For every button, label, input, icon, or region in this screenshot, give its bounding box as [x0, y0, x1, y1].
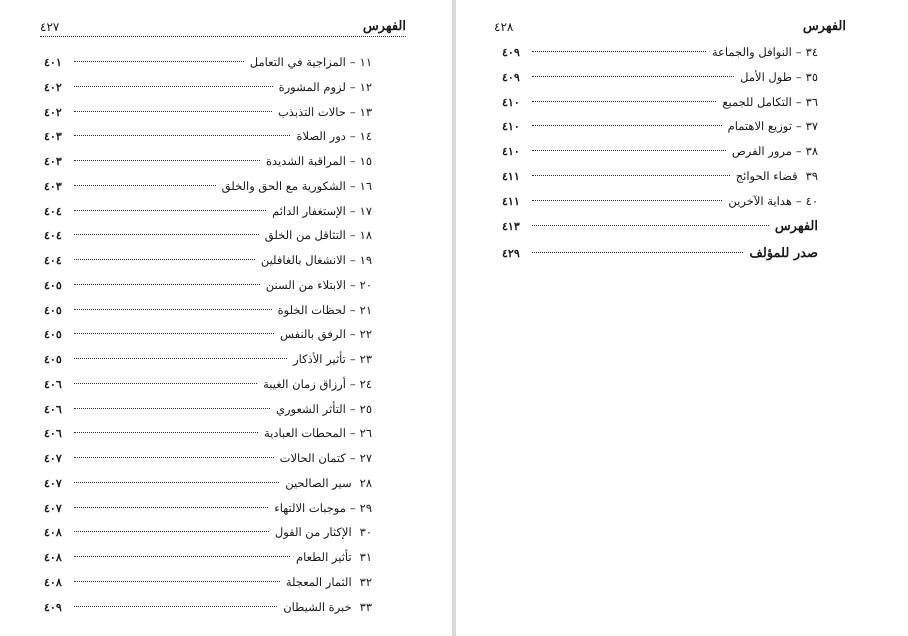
dot-leader — [74, 234, 259, 235]
toc-entry-page: ٤١١ — [502, 169, 520, 183]
toc-entry-number: ٣٣ — [359, 599, 372, 614]
toc-entry-separator: – — [795, 119, 802, 134]
toc-entry-page: ٤٠٤ — [44, 229, 62, 243]
toc-entry-number: ٣٩ — [805, 168, 818, 183]
toc-entry-number: ١٤ — [359, 129, 372, 144]
toc-entry — [44, 421, 372, 446]
toc-entry-title: طول الأمل — [740, 69, 792, 84]
toc-entry-number: ٣٧ — [805, 119, 818, 134]
toc-entry-number: ٣٢ — [359, 574, 372, 589]
toc-entry-separator: – — [349, 253, 356, 267]
toc-entry-page: ٤٠٦ — [44, 427, 62, 441]
toc-entry — [502, 240, 818, 267]
toc-entry-number: ١٣ — [359, 104, 372, 119]
toc-entry-separator: – — [349, 327, 356, 342]
dot-leader — [74, 507, 268, 508]
toc-entry-number: ٢١ — [359, 302, 372, 317]
toc-entry-title: سير الصالحين — [285, 475, 352, 490]
toc-entry-title: التأثر الشعوري — [276, 401, 346, 416]
toc-entry-separator: – — [349, 129, 356, 144]
toc-entry-page: ٤٠٨ — [44, 575, 62, 589]
page-header-title: الفهرس — [802, 19, 846, 34]
toc-entry — [502, 139, 818, 164]
dot-leader — [532, 175, 730, 176]
toc-entry-title: المزاجية في التعامل — [249, 55, 346, 69]
toc-entry-number: ٢٠ — [359, 277, 372, 292]
dot-leader — [74, 135, 290, 136]
dot-leader — [74, 86, 273, 87]
dot-leader — [74, 383, 257, 384]
toc-entry-number: ٣٥ — [805, 69, 818, 84]
dot-leader — [532, 101, 716, 102]
left-page — [0, 0, 452, 636]
dot-leader — [74, 284, 260, 285]
dot-leader — [532, 150, 726, 151]
toc-entry-separator: – — [349, 178, 356, 193]
toc-entry-title: الابتلاء من السنن — [265, 277, 346, 292]
toc-entry-page: ٤٠٧ — [44, 452, 62, 465]
toc-entry — [44, 223, 372, 248]
toc-entry-page: ٤٠٥ — [44, 278, 62, 292]
toc-entry-title: المراقبة الشديدة — [265, 154, 346, 168]
toc-entry-title: هداية الآخرين — [728, 193, 792, 208]
toc-entry-title: الإكثار من القول — [274, 525, 352, 540]
toc-list — [44, 50, 372, 619]
toc-entry-number: ٢٥ — [359, 401, 372, 416]
toc-entry-separator: – — [795, 193, 802, 208]
toc-entry-separator: – — [349, 277, 356, 292]
toc-entry — [44, 124, 372, 149]
dot-leader — [74, 160, 260, 161]
dot-leader — [74, 408, 270, 409]
toc-entry — [44, 545, 372, 570]
toc-entry-page: ٤٠٢ — [44, 80, 62, 94]
toc-entry-title: أرزاق زمان الغيبة — [263, 376, 346, 391]
toc-entry-number: ٢٤ — [359, 376, 372, 391]
toc-entry-page: ٤١٠ — [502, 145, 520, 158]
toc-entry-separator: – — [795, 45, 802, 59]
toc-entry — [44, 347, 372, 372]
toc-entry-page: ٤٠٦ — [44, 402, 62, 416]
toc-entry — [44, 496, 372, 521]
dot-leader — [532, 51, 706, 52]
toc-entry-page: ٤٠٨ — [44, 526, 62, 540]
toc-entry-page: ٤١٠ — [502, 120, 520, 134]
toc-entry-number: ٣٤ — [805, 45, 818, 59]
toc-entry-number: ٢٢ — [359, 327, 372, 342]
toc-entry-separator: – — [349, 55, 356, 69]
toc-entry-title: تأثير الأذكار — [293, 352, 346, 366]
toc-entry — [502, 189, 818, 214]
toc-entry-title: المحطات العبادية — [263, 426, 346, 441]
dot-leader — [532, 76, 734, 77]
toc-entry-title: الرفق بالنفس — [279, 327, 346, 342]
dot-leader — [74, 309, 272, 310]
toc-entry-title: خبرة الشيطان — [283, 599, 352, 614]
toc-entry-separator: – — [349, 79, 356, 94]
toc-entry-page: ٤٠١ — [44, 56, 62, 69]
toc-entry-number: ٢٦ — [359, 426, 372, 441]
toc-entry — [44, 248, 372, 273]
dot-leader — [74, 185, 216, 186]
toc-entry-number: ١١ — [359, 55, 372, 69]
toc-entry-page: ٤٠٧ — [44, 476, 62, 490]
toc-entry-title: لحظات الخلوة — [277, 302, 346, 317]
toc-entry — [502, 114, 818, 139]
toc-entry-page: ٤٠٤ — [44, 204, 62, 218]
dot-leader — [74, 210, 266, 211]
toc-entry-page: ٤١٠ — [502, 95, 520, 109]
toc-entry-page: ٤١٣ — [502, 220, 520, 234]
toc-entry — [44, 520, 372, 545]
toc-entry-number: ١٥ — [359, 154, 372, 168]
toc-entry — [502, 65, 818, 90]
toc-entry-number: ٣٦ — [805, 94, 818, 109]
toc-entry-separator: – — [349, 401, 356, 416]
toc-entry — [44, 446, 372, 471]
toc-entry — [44, 372, 372, 397]
toc-entry — [44, 570, 372, 595]
toc-entry-number: ٣٨ — [805, 144, 818, 158]
toc-entry-separator: – — [795, 144, 802, 158]
toc-entry-title: الثمار المعجلة — [285, 574, 352, 589]
toc-entry — [44, 75, 372, 100]
toc-entry-number: ١٧ — [359, 203, 372, 218]
toc-entry-number: ٢٣ — [359, 352, 372, 366]
toc-entry — [44, 397, 372, 422]
toc-entry-page: ٤٠٣ — [44, 179, 62, 193]
toc-entry-number: ١٦ — [359, 178, 372, 193]
dot-leader — [74, 111, 272, 112]
page-number: ٤٢٧ — [40, 20, 60, 34]
toc-entry-page: ٤٠٦ — [44, 377, 62, 391]
toc-entry-number: ١٨ — [359, 228, 372, 243]
toc-entry-page: ٤١١ — [502, 194, 520, 208]
toc-entry-title: التكامل للجميع — [722, 94, 792, 109]
toc-entry-title: كتمان الحالات — [279, 451, 346, 465]
toc-entry-title: صدر للمؤلف — [749, 246, 818, 262]
toc-entry-title: قضاء الحوائج — [735, 168, 798, 183]
toc-entry-number: ١٢ — [359, 79, 372, 94]
toc-entry-title: الانشغال بالغافلين — [260, 253, 346, 267]
toc-entry-number: ٢٨ — [359, 475, 372, 490]
toc-entry-page: ٤٠٣ — [44, 130, 62, 144]
toc-entry — [44, 273, 372, 298]
page-number: ٤٢٨ — [494, 20, 514, 34]
toc-entry-separator: – — [795, 69, 802, 84]
toc-entry-separator: – — [349, 426, 356, 441]
left-page-header — [40, 10, 406, 37]
toc-entry-number: ٣١ — [359, 550, 372, 564]
toc-entry — [44, 471, 372, 496]
toc-entry-separator: – — [349, 154, 356, 168]
toc-list — [502, 40, 818, 267]
toc-entry — [44, 595, 372, 620]
toc-entry-number: ٤٠ — [805, 193, 818, 208]
toc-entry — [502, 213, 818, 240]
toc-entry-title: النوافل والجماعة — [711, 45, 792, 59]
toc-entry-separator: – — [349, 451, 356, 465]
toc-entry-page: ٤٠٣ — [44, 155, 62, 168]
toc-entry-page: ٤٠٧ — [44, 501, 62, 515]
toc-entry — [44, 50, 372, 75]
toc-entry-separator: – — [349, 203, 356, 218]
right-page-header — [494, 10, 846, 34]
dot-leader — [532, 252, 743, 253]
dot-leader — [74, 432, 258, 433]
toc-entry-title: تأثير الطعام — [295, 550, 352, 564]
toc-entry-page: ٤٠٥ — [44, 353, 62, 366]
toc-entry-page: ٤٠٩ — [502, 46, 520, 59]
toc-entry — [502, 40, 818, 65]
dot-leader — [74, 457, 274, 458]
toc-entry-separator: – — [349, 376, 356, 391]
dot-leader — [74, 61, 244, 62]
dot-leader — [74, 531, 269, 532]
toc-entry — [44, 100, 372, 125]
toc-entry-page: ٤٠٢ — [44, 105, 62, 119]
toc-entry — [44, 322, 372, 347]
dot-leader — [532, 225, 769, 226]
toc-entry-title: الإستغفار الدائم — [272, 203, 346, 218]
toc-entry-separator: – — [349, 228, 356, 243]
dot-leader — [74, 259, 255, 260]
toc-entry-title: مرور الفرص — [731, 144, 792, 158]
toc-entry-separator: – — [349, 500, 356, 515]
dot-leader — [74, 556, 290, 557]
toc-entry-title: توزيع الاهتمام — [727, 119, 792, 134]
toc-entry-title: موجبات الالتهاء — [274, 500, 346, 515]
toc-entry — [44, 174, 372, 199]
right-page — [456, 0, 908, 636]
toc-entry — [44, 298, 372, 323]
toc-entry-page: ٤٠٤ — [44, 254, 62, 267]
toc-entry-page: ٤٠٥ — [44, 303, 62, 317]
toc-entry-title: الشكورية مع الحق والخلق — [221, 178, 346, 193]
toc-entry-page: ٤٠٨ — [44, 551, 62, 564]
toc-entry-title: التثاقل من الخلق — [264, 228, 346, 243]
toc-entry-page: ٤٠٩ — [44, 600, 62, 614]
toc-entry-separator: – — [349, 352, 356, 366]
dot-leader — [74, 606, 277, 607]
dot-leader — [74, 482, 279, 483]
toc-entry — [44, 149, 372, 174]
toc-entry-number: ٢٧ — [359, 451, 372, 465]
toc-entry-number: ١٩ — [359, 253, 372, 267]
dot-leader — [74, 333, 274, 334]
toc-entry-page: ٤٠٩ — [502, 70, 520, 84]
toc-entry-page: ٤٢٩ — [502, 247, 520, 261]
dot-leader — [74, 581, 280, 582]
dot-leader — [532, 200, 722, 201]
toc-entry-title: الفهرس — [774, 219, 818, 235]
toc-entry — [502, 164, 818, 189]
toc-entry-title: دور الصلاة — [296, 129, 346, 144]
toc-entry-page: ٤٠٥ — [44, 328, 62, 342]
toc-entry-separator: – — [349, 302, 356, 317]
toc-entry-number: ٢٩ — [359, 500, 372, 515]
toc-entry-separator: – — [795, 94, 802, 109]
dot-leader — [532, 125, 722, 126]
dot-leader — [74, 358, 287, 359]
toc-entry — [502, 90, 818, 115]
toc-entry-title: لزوم المشورة — [278, 79, 346, 94]
page-header-title: الفهرس — [362, 19, 406, 34]
toc-entry-separator: – — [349, 104, 356, 119]
toc-entry-number: ٣٠ — [359, 525, 372, 540]
toc-entry-title: حالات التذبذب — [277, 104, 346, 119]
toc-entry — [44, 199, 372, 224]
